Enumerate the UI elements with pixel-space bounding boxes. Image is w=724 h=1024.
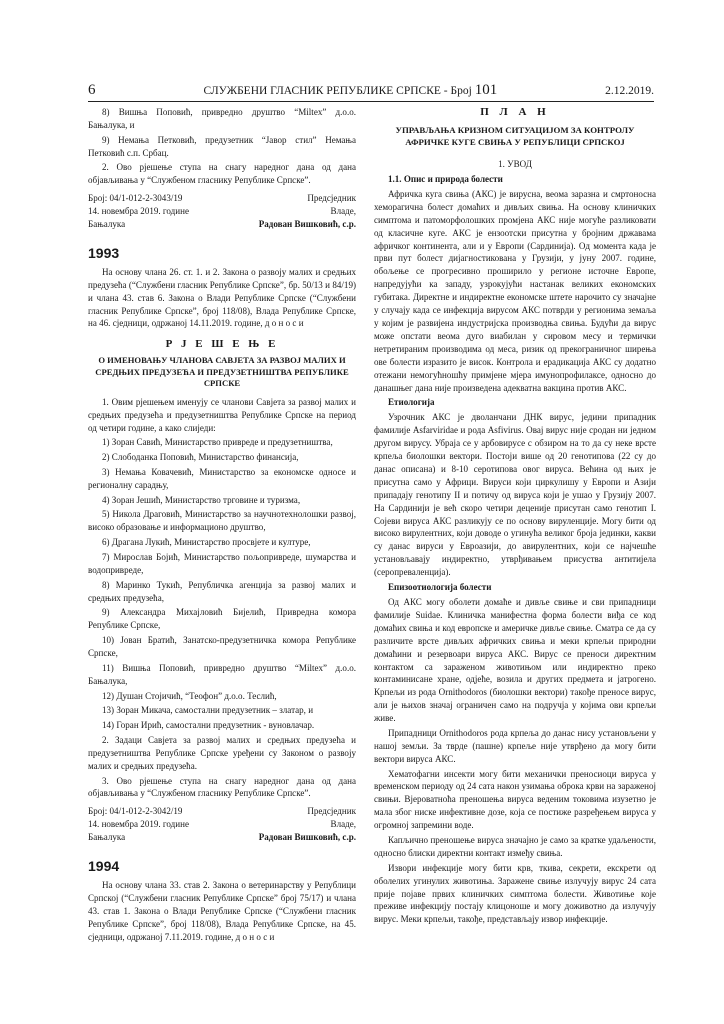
decision-title: Р Ј Е Ш Е Њ Е xyxy=(165,338,279,351)
cont-item: 8) Вишња Поповић, привредно друштво “Miltex” д.о.о. Бањалука, и xyxy=(88,107,356,130)
plan-title: П Л А Н xyxy=(480,106,550,118)
sig-number: Број: 04/1-012-2-3042/19 xyxy=(88,806,183,817)
issue-label: - Број xyxy=(443,85,472,97)
act-number-1994: 1994 xyxy=(88,858,120,875)
member-item: 5) Никола Драговић, Министарство за научнотехнолошки развој, високо образовање и информационо друштво, xyxy=(88,509,356,533)
member-item: 6) Драгана Лукић, Министарство просвјете и културе, xyxy=(102,537,311,548)
paragraph: Хематофагни инсекти могу бити механички преносиоци вируса у временском периоду од 24 сата након узимања оброка крви на зараженој свињи. Вјероватноћа преношења вируса веденим токовима изузетно је мала због ниске инфективне дозе, која се постиже разређењем вируса у огромној запремини воде. xyxy=(374,768,656,831)
member-item: 12) Душан Стојичић, “Теофон” д.о.о. Теслић, xyxy=(102,690,277,701)
preamble-1994: На основу члана 33. став 2. Закона о ветеринарству у Републици Српској (“Службени гласник Републике Српске” број 75/17) и члана 43. став 1. Закона о Влади Републике Српске (“Службени гласник Републике Српске”, број 118/08), Влада Републике Српске, на 45. сједници, одржаној 7.11.2019. године, д о н о с и xyxy=(88,879,356,942)
paragraph: Припадници Ornithodoros рода крпеља до данас нису установљени у нашој земљи. За тврде (пашне) крпеље није утврђено да могу бити вектори вируса АКС. xyxy=(374,727,656,764)
sig-title: Предсједник xyxy=(307,806,356,817)
sig-date: 14. новембра 2019. године xyxy=(88,206,189,217)
paragraph: Узрочник АКС је дволанчани ДНК вирус, једини припадник фамилије Asfarviridae и рода Asfivirus. Овај вирус није сродан ни једном другом вирусу. Убраја се у арбовирусе с обзиром на то да су неке врсте крпеља биолошки вектори. Постоји више од 20 генотипова (22 су до данас описана) и 8-10 серотипова овог вируса. Већина од њих је присутна само у Африци. Вируси који циркулишу у Европи и Азији припадају генотипу II и потичу од вируса који је ушао у Грузију 2007. На Сардинији је већ скоро четири деценије присутан само генотип I. Сојеви вируса АКС разликују се по основу вируленције. Могу бити од високо вирулентних, који доводе о угинућа великог броја јединки, какви су данас вируси у Евроазији, до авирулентних, који се најчешће установљавају индиректно, утврђивањем присуства антитијела (серопреваленција). xyxy=(374,412,656,578)
page-number: 6 xyxy=(88,82,96,98)
decision-subtitle: О ИМЕНОВАЊУ ЧЛАНОВА САВЈЕТА ЗА РАЗВОЈ МАЛИХ И СРЕДЊИХ ПРЕДУЗЕЋА И ПРЕДУЗЕТНИШТВА РЕПУБЛИКЕ СРПСКЕ xyxy=(95,355,349,389)
member-item: 1) Зоран Савић, Министарство привреде и предузетништва, xyxy=(102,437,333,448)
sig-number: Број: 04/1-012-2-3043/19 xyxy=(88,193,183,204)
subsection-heading: 1.1. Опис и природа болести xyxy=(388,174,503,184)
sig-body: Владе, xyxy=(330,206,356,217)
member-item: 11) Вишња Поповић, привредно друштво “Miltex” д.о.о. Бањалука, xyxy=(88,662,356,686)
sig-place: Бањалука xyxy=(88,219,126,230)
sig-name: Радован Вишковић, с.р. xyxy=(258,832,356,843)
journal-name: СЛУЖБЕНИ ГЛАСНИК РЕПУБЛИКЕ СРПСКЕ xyxy=(203,85,441,97)
member-item: 4) Зоран Јешић, Министарство трговине и туризма, xyxy=(102,494,301,505)
sig-place: Бањалука xyxy=(88,832,126,843)
right-column xyxy=(374,106,656,928)
member-item: 3) Немања Ковачевић, Министарство за економске односе и регионалну сарадњу, xyxy=(88,466,356,490)
sig-body: Владе, xyxy=(330,819,356,830)
paragraph: Извори инфекције могу бити крв, ткива, секрети, екскрети од оболелих угинулих животиња. Заражене свиње излучују вирус 24 сата прије појаве првих клиничких симптома болести. Животиње које преживе инфекцију постају клицоноше и могу доживотно да излучују вирус. Меки крпељи, такође, представљају извор инфекције. xyxy=(374,862,656,925)
paragraph: Од АКС могу оболети домаће и дивље свиње и сви припадници фамилије Suidae. Клиничка манифестна форма болести виђа се код домаћих свиња и код европске и америчке дивље свиње. Сматра се да су различите врсте дивљих афричких свиња и меки крпељи природни домаћини и резервоари вируса АКС. Вирус се преноси директним контактом са зараженом животињом или индиректно преко контаминисане хране, одјеће, возила и других предмета и јатрогено. Крпељи из рода Ornithodoros (биолошки вектори) такође преносе вирус, али је њихов значај ограничен само на подручја у којима ови крпељи живе. xyxy=(374,597,656,724)
page-header xyxy=(88,82,654,100)
cont-article-2: 2. Ово рјешење ступа на снагу наредног дана од дана објављивања у “Службеном гласнику Републике Српске”. xyxy=(88,162,356,186)
paragraph: Афричка куга свиња (АКС) је вирусна, веома заразна и смртоносна хеморагична болест домаћих и дивљих свиња. На основу клиничких симптома и патоморфолошких промјена АКС није могуће разликовати од класичне куге. АКС је ензоотски присутна у бројним државама афричког континента, али и у Европи (Сардинија). Од момента када је први пут болест дијагностикована у Грузији, у јуну 2007. године, обољење се прогресивно проширило у регионе источне Европе, напредујући ка западу, узрокујући настанак великих економских губитака. Директне и индиректне економске штете нарочито су значајне у случају када се инфекција вирусом АКС потврди у регионима земаља у којим је развијена индустријска производња свиња. Будући да вирус може опстати веома дуго виабилан у сировом месу и термички нетретираним производима од меса, ризик од прекограничног ширења ове болести изразито је висок. Контрола и ерадикација АКС су додатно отежани немогућношћу примјене мјера имунопрофилаксе, односно до данашњег дана није произведена адекватна вакцина против АКС. xyxy=(374,188,656,393)
sig-name: Радован Вишковић, с.р. xyxy=(258,219,356,230)
act-number-1993: 1993 xyxy=(88,244,120,261)
paragraph: Капљично преношење вируса значајно је само за кратке удаљености, односно блиски директни контакт између свиња. xyxy=(374,834,656,858)
member-item: 10) Јован Братић, Занатско-предузетничка комора Републике Српске, xyxy=(88,635,356,658)
sig-date: 14. новембра 2019. године xyxy=(88,819,189,830)
header-center xyxy=(203,82,497,99)
sig-title: Предсједник xyxy=(307,193,356,204)
member-item: 2) Слободанка Поповић, Министарство финансија, xyxy=(102,452,299,463)
member-item: 13) Зоран Микача, самостални предузетник – златар, и xyxy=(102,705,314,716)
member-item: 8) Маринко Тукић, Републичка агенција за развој малих и средњих предузећа, xyxy=(88,579,356,603)
article-3: 3. Ово рјешење ступа на снагу наредног дана од дана објављивања у “Службеном гласнику Републике Српске”. xyxy=(88,775,356,799)
cont-item: 9) Немања Петковић, предузетник “Јавор стил” Немања Петковић с.п. Србац. xyxy=(88,134,356,158)
left-column xyxy=(88,106,356,945)
signature-block-1 xyxy=(88,192,356,231)
signature-block-2 xyxy=(88,805,356,844)
member-item: 14) Горан Ирић, самостални предузетник - вуновлачар. xyxy=(102,720,315,731)
section-heading: 1. УВОД xyxy=(498,159,532,170)
plan-subtitle: УПРАВЉАЊА КРИЗНОМ СИТУАЦИЈОМ ЗА КОНТРОЛУ АФРИЧКЕ КУГЕ СВИЊА У РЕПУБЛИЦИ СРПСКОЈ xyxy=(395,124,635,147)
header-rule xyxy=(88,101,654,102)
member-item: 7) Мирослав Бојић, Министарство пољопривреде, шумарства и водопривреде, xyxy=(88,551,356,575)
article-2: 2. Задаци Савјета за развој малих и средњих предузећа и предузетништва Републике Српске уређени су Законом о развоју малих и средњих предузећа. xyxy=(88,734,356,771)
member-item: 9) Александра Михајловић Бијелић, Привредна комора Републике Српске, xyxy=(88,607,356,631)
preamble-1993: На основу члана 26. ст. 1. и 2. Закона о развоју малих и средњих предузећа (“Службени гласник Републике Српске”, бр. 50/13 и 84/19) и члана 43. став 6. Закона о Влади Републике Српске (“Службени гласник Републике Српске”, број 118/08), Влада Републике Српске, на 46. сједници, одржаној 14.11.2019. године, д о н о с и xyxy=(88,266,356,329)
subsection-heading: Епизоотиологија болести xyxy=(388,582,492,593)
subsection-heading: Етиологија xyxy=(388,397,435,408)
issue-date: 2.12.2019. xyxy=(605,85,654,97)
issue-number: 101 xyxy=(474,82,498,98)
article-1: 1. Овим рјешењем именују се чланови Савјета за развој малих и средњих предузећа и предузетништва Републике Српске на период од четири године, а како слиједи: xyxy=(88,396,356,433)
